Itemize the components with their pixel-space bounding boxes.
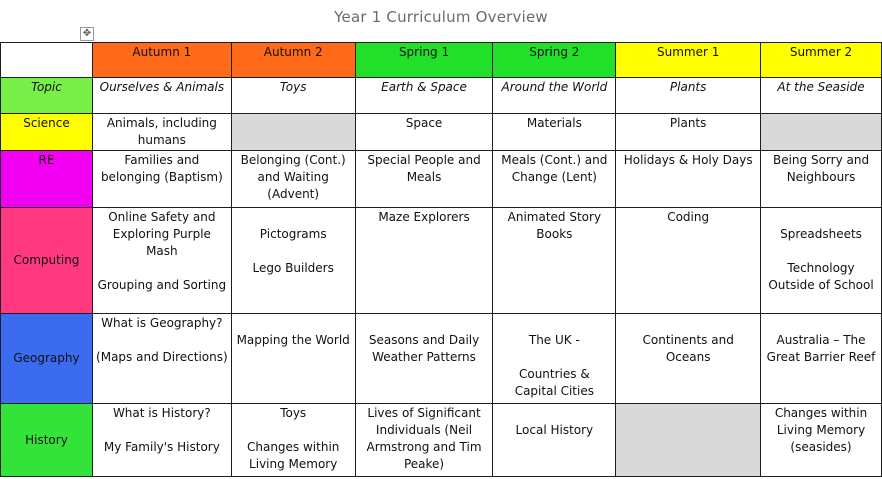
term-header-spring-2: Spring 2 xyxy=(493,43,616,78)
computing-cell-summer-1: Coding xyxy=(616,208,761,314)
table-row-science xyxy=(1,114,882,151)
term-header-summer-1: Summer 1 xyxy=(616,43,761,78)
re-cell-spring-2: Meals (Cont.) and Change (Lent) xyxy=(493,151,616,208)
term-header-autumn-1: Autumn 1 xyxy=(92,43,231,78)
science-cell-spring-2: Materials xyxy=(493,114,616,151)
history-cell-spring-1: Lives of Significant Individuals (Neil Armstrong and Tim Peake) xyxy=(355,404,493,477)
table-row-re xyxy=(1,151,882,208)
science-cell-autumn-1: Animals, including humans xyxy=(92,114,231,151)
history-cell-autumn-1 xyxy=(92,404,231,477)
corner-cell xyxy=(1,43,93,78)
computing-cell-spring-2: Animated Story Books xyxy=(493,208,616,314)
re-cell-summer-1: Holidays & Holy Days xyxy=(616,151,761,208)
row-header-re: RE xyxy=(1,151,93,208)
geography-cell-spring-1: Seasons and Daily Weather Patterns xyxy=(355,314,493,404)
history-autumn-1-part-2: My Family's History xyxy=(103,440,220,454)
science-cell-summer-2 xyxy=(761,114,882,151)
computing-cell-autumn-2 xyxy=(231,208,355,314)
row-header-science: Science xyxy=(1,114,93,151)
computing-autumn-1-part-1: Online Safety and Exploring Purple Mash xyxy=(108,210,216,258)
row-header-computing: Computing xyxy=(1,208,93,314)
history-autumn-2-part-2: Changes within Living Memory xyxy=(246,440,340,471)
computing-summer-2-part-2: Technology Outside of School xyxy=(768,261,874,292)
page-title: Year 1 Curriculum Overview xyxy=(334,8,548,26)
term-header-autumn-2: Autumn 2 xyxy=(231,43,355,78)
history-cell-summer-2: Changes within Living Memory (seasides) xyxy=(761,404,882,477)
history-autumn-2-part-1: Toys xyxy=(280,406,307,420)
table-row-computing xyxy=(1,208,882,314)
row-header-history: History xyxy=(1,404,93,477)
computing-cell-spring-1: Maze Explorers xyxy=(355,208,493,314)
computing-summer-2-part-1: Spreadsheets xyxy=(780,227,862,241)
topic-cell-autumn-1: Ourselves & Animals xyxy=(92,78,231,114)
science-cell-autumn-2 xyxy=(231,114,355,151)
table-row-geography xyxy=(1,314,882,404)
computing-autumn-2-part-2: Lego Builders xyxy=(252,261,334,275)
topic-cell-autumn-2: Toys xyxy=(231,78,355,114)
geography-spring-2-part-1: The UK - xyxy=(528,333,580,347)
computing-cell-summer-2 xyxy=(761,208,882,314)
table-row-history xyxy=(1,404,882,477)
geography-cell-spring-2 xyxy=(493,314,616,404)
topic-cell-summer-1: Plants xyxy=(616,78,761,114)
history-cell-summer-1 xyxy=(616,404,761,477)
science-cell-summer-1: Plants xyxy=(616,114,761,151)
computing-autumn-1-part-2: Grouping and Sorting xyxy=(97,278,227,292)
row-header-topic: Topic xyxy=(1,78,93,114)
re-cell-autumn-2: Belonging (Cont.) and Waiting (Advent) xyxy=(231,151,355,208)
geography-cell-autumn-1 xyxy=(92,314,231,404)
geography-autumn-1-part-1: What is Geography? xyxy=(101,316,223,330)
topic-cell-summer-2: At the Seaside xyxy=(761,78,882,114)
re-cell-spring-1: Special People and Meals xyxy=(355,151,493,208)
history-cell-autumn-2 xyxy=(231,404,355,477)
row-header-geography: Geography xyxy=(1,314,93,404)
topic-cell-spring-2: Around the World xyxy=(493,78,616,114)
computing-cell-autumn-1 xyxy=(92,208,231,314)
computing-autumn-2-part-1: Pictograms xyxy=(259,227,327,241)
history-autumn-1-part-1: What is History? xyxy=(112,406,211,420)
geography-cell-summer-1: Continents and Oceans xyxy=(616,314,761,404)
term-header-summer-2: Summer 2 xyxy=(761,43,882,78)
science-cell-spring-1: Space xyxy=(355,114,493,151)
geography-cell-autumn-2: Mapping the World xyxy=(231,314,355,404)
re-cell-summer-2: Being Sorry and Neighbours xyxy=(761,151,882,208)
re-cell-autumn-1: Families and belonging (Baptism) xyxy=(92,151,231,208)
history-cell-spring-2: Local History xyxy=(493,404,616,477)
geography-cell-summer-2: Australia – The Great Barrier Reef xyxy=(761,314,882,404)
table-move-handle-icon[interactable]: ✥ xyxy=(80,27,94,41)
topic-cell-spring-1: Earth & Space xyxy=(355,78,493,114)
header-row xyxy=(1,43,882,78)
geography-spring-2-part-2: Countries & Capital Cities xyxy=(514,367,594,398)
table-row-topic xyxy=(1,78,882,114)
curriculum-table xyxy=(0,42,882,477)
term-header-spring-1: Spring 1 xyxy=(355,43,493,78)
geography-autumn-1-part-2: (Maps and Directions) xyxy=(96,350,228,364)
